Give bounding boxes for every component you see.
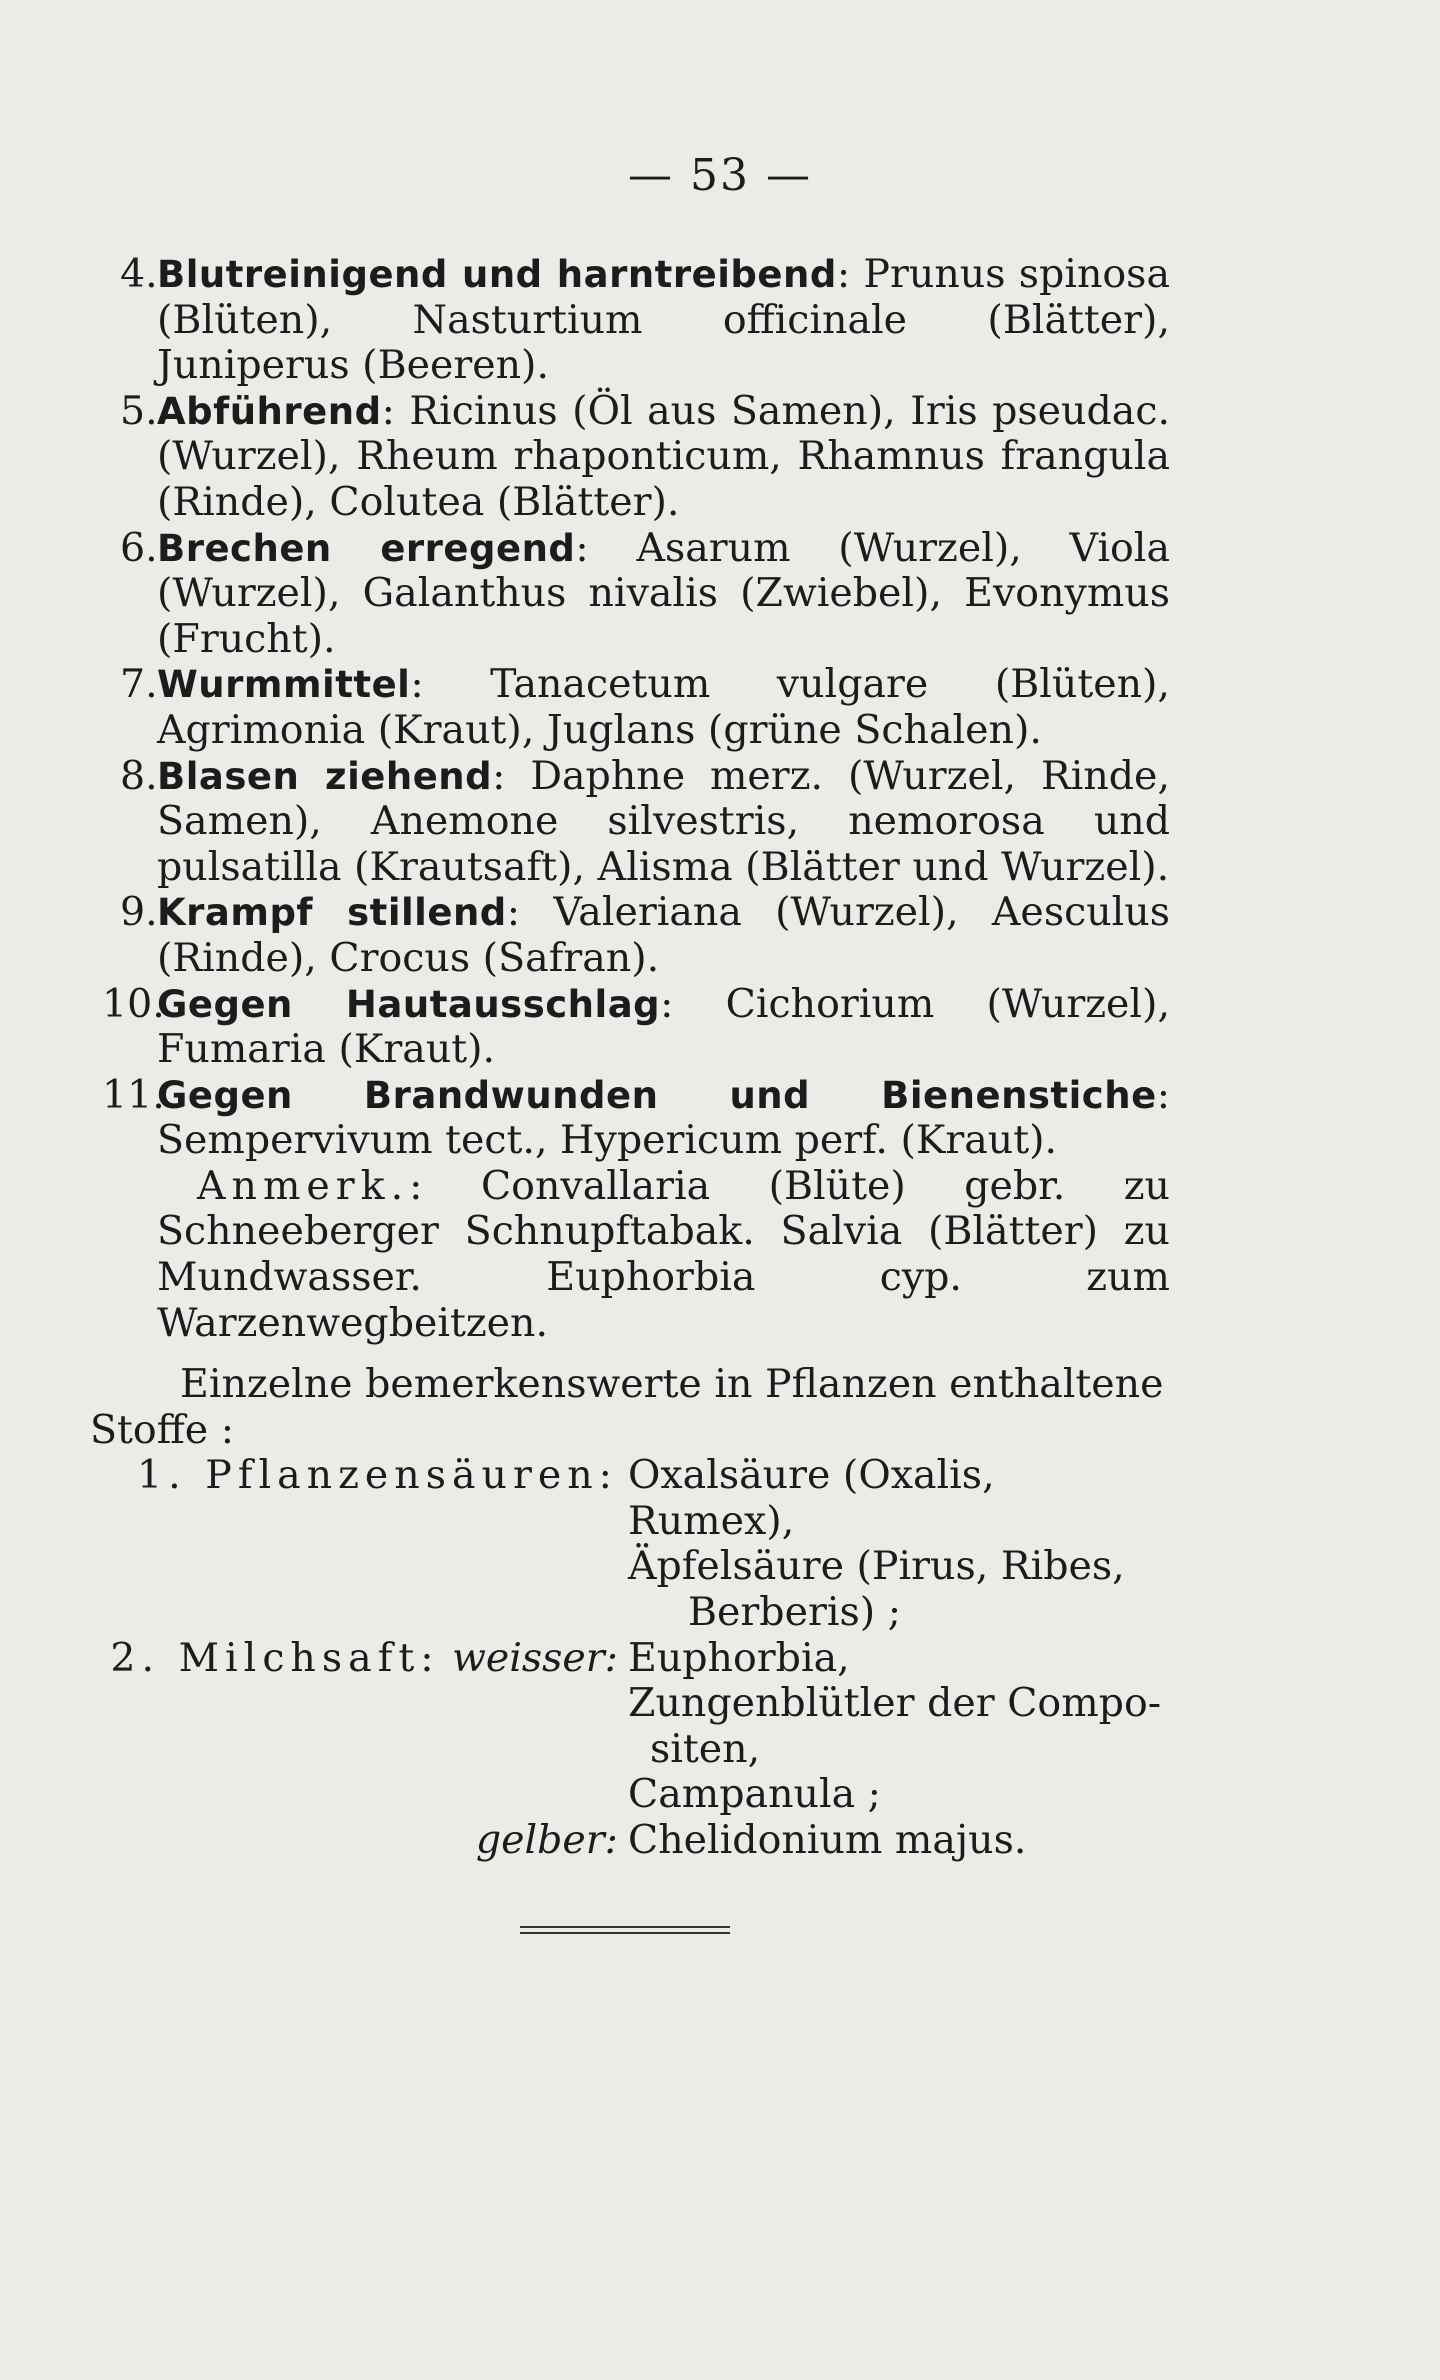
closing-rule [520,1926,730,1928]
entry-list [102,251,1171,1346]
entry-number: 6. [120,524,158,571]
entry-number: 11. [102,1071,165,1118]
value-line: Äpfelsäure (Pirus, Ribes, [628,1543,1125,1590]
substance-values [628,1453,1170,1635]
entry-text: : Ricinus (Öl aus Samen), Iris pseudac. (Wurzel), Rheum rhaponticum, Rhamnus frangula (Rinde), Colutea (Blätter). [157,387,1170,525]
list-item [120,252,1170,389]
entry-text: : Daphne merz. (Wurzel, Rinde, Samen), Anemone silvestris, nemorosa und pulsatilla (Krautsaft), Alisma (Blätter und Wurzel). [157,752,1170,890]
list-item [120,754,1170,891]
entry-number: 9. [120,889,158,936]
entry-heading: Brechen erregend [157,526,576,570]
entry-heading: Gegen Brandwunden und Bienenstiche [157,1073,1157,1117]
value-line: Zungenblütler der Compo- [628,1680,1162,1727]
substance-values [628,1636,1170,1818]
entry-heading: Blasen ziehend [157,754,493,798]
remark-paragraph [120,1164,1170,1346]
list-item [120,526,1170,663]
closing-rule [520,1932,730,1934]
list-item [120,662,1170,753]
entry-number: 8. [120,752,158,799]
value-line: Chelidonium majus. [628,1816,1027,1863]
entry-text: : Prunus spinosa (Blüten), Nasturtium officinale (Blätter), Juniperus (Beeren). [157,251,1171,389]
entry-text: : Cichorium (Wurzel), Fumaria (Kraut). [157,980,1171,1073]
entry-heading: Blutreinigend und harntreibend [157,253,837,296]
entry-number: 10. [102,980,165,1027]
value-line: siten, [650,1725,761,1772]
entry-heading: Krampf stillend [157,891,507,935]
entry-number: 5. [120,387,158,434]
list-item [120,890,1170,981]
substance-row [90,1818,1170,1864]
remark-text: : Convallaria (Blüte) gebr. zu Schneeberger Schnupftabak. Salvia (Blätter) zu Mundwasser. Euphorbia cyp. zum Warzenwegbeitzen. [157,1162,1170,1346]
entry-heading: Gegen Hautausschlag [157,982,661,1026]
entry-number: 4. [120,251,158,297]
list-item [102,1071,1170,1164]
entry-heading: Wurmmittel [157,663,411,707]
value-line: Oxalsäure (Oxalis, Rumex), [628,1452,995,1544]
substance-label-group [90,1636,628,1818]
value-line: Euphorbia, [628,1634,850,1681]
entry-number: 7. [120,661,158,708]
page-number: — 53 — [628,150,812,201]
entry-heading: Abführend [157,389,382,433]
sub-label-white: weisser: [452,1634,618,1681]
entry-text: : Valeriana (Wurzel), Aesculus (Rinde), Crocus (Safran). [157,889,1170,981]
substance-label-group [90,1818,628,1864]
substance-label: 2. Milchsaft: [110,1634,440,1681]
entry-text: : Tanacetum vulgare (Blüten), Agrimonia (Kraut), Juglans (grüne Schalen). [157,661,1170,753]
value-line: Berberis) ; [688,1588,902,1635]
substance-row [90,1453,1170,1635]
list-item [102,980,1171,1073]
entry-text: : Sempervivum tect., Hypericum perf. (Kraut). [157,1071,1170,1164]
remark-label: Anmerk. [197,1162,410,1209]
list-item [120,389,1170,526]
substances-section [90,1362,1170,1864]
substance-label: 1. Pflanzensäuren: [137,1452,618,1499]
value-line: Campanula ; [628,1771,881,1818]
section-heading: Einzelne bemerkenswerte in Pflanzen enthaltene Stoffe : [90,1361,1164,1453]
substance-values [628,1818,1170,1864]
entry-text: : Asarum (Wurzel), Viola (Wurzel), Galanthus nivalis (Zwiebel), Evonymus (Frucht). [157,524,1170,662]
substance-row [90,1636,1170,1818]
sub-label-yellow: gelber: [475,1816,618,1863]
